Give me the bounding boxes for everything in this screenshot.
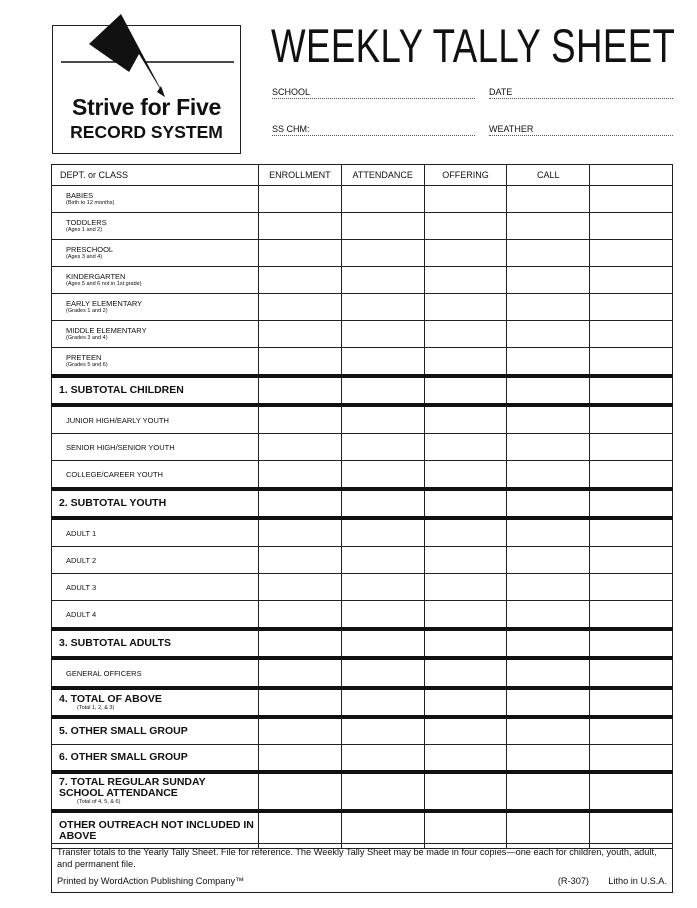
entry-cell[interactable]: [590, 547, 673, 574]
entry-cell[interactable]: [424, 434, 507, 461]
entry-cell[interactable]: [424, 321, 507, 348]
entry-cell[interactable]: [259, 772, 342, 811]
entry-cell[interactable]: [507, 658, 590, 688]
entry-cell[interactable]: [424, 629, 507, 658]
entry-cell[interactable]: [341, 405, 424, 434]
entry-cell[interactable]: [341, 489, 424, 518]
row-label: [52, 405, 259, 434]
entry-cell[interactable]: [507, 294, 590, 321]
entry-cell[interactable]: [341, 574, 424, 601]
entry-cell[interactable]: [259, 489, 342, 518]
table-row: [52, 745, 673, 773]
row-label-text: 6. OTHER SMALL GROUP: [59, 751, 188, 763]
entry-cell[interactable]: [341, 376, 424, 405]
entry-cell[interactable]: [341, 547, 424, 574]
entry-cell[interactable]: [341, 518, 424, 547]
entry-cell[interactable]: [341, 658, 424, 688]
table-row: [52, 518, 673, 547]
entry-cell[interactable]: [590, 717, 673, 745]
entry-cell[interactable]: [424, 376, 507, 405]
entry-cell[interactable]: [590, 658, 673, 688]
entry-cell[interactable]: [424, 688, 507, 717]
tally-table: [51, 164, 673, 849]
table-row: [52, 376, 673, 405]
entry-cell[interactable]: [341, 745, 424, 773]
entry-cell[interactable]: [590, 745, 673, 773]
entry-cell[interactable]: [507, 405, 590, 434]
entry-cell[interactable]: [341, 717, 424, 745]
entry-cell[interactable]: [424, 518, 507, 547]
entry-cell[interactable]: [341, 267, 424, 294]
entry-cell[interactable]: [507, 240, 590, 267]
row-label: [52, 717, 259, 745]
entry-cell[interactable]: [507, 434, 590, 461]
row-label-text: ADULT 3: [66, 582, 97, 592]
table-row: [52, 574, 673, 601]
entry-cell[interactable]: [341, 629, 424, 658]
entry-cell[interactable]: [590, 213, 673, 240]
entry-cell[interactable]: [507, 772, 590, 811]
row-label: [52, 658, 259, 688]
entry-cell[interactable]: [259, 601, 342, 630]
entry-cell[interactable]: [507, 518, 590, 547]
row-label: [52, 267, 259, 294]
entry-cell[interactable]: [507, 321, 590, 348]
row-label-text: ADULT 4: [66, 609, 97, 619]
entry-cell[interactable]: [424, 294, 507, 321]
entry-cell[interactable]: [259, 518, 342, 547]
row-sublabel: (Grades 5 and 6): [66, 362, 108, 368]
entry-cell[interactable]: [259, 745, 342, 773]
row-label-text: 5. OTHER SMALL GROUP: [59, 725, 188, 737]
entry-cell[interactable]: [341, 461, 424, 490]
entry-cell[interactable]: [341, 294, 424, 321]
row-sublabel: (Birth to 12 months): [66, 200, 115, 206]
footer-note: Transfer totals to the Yearly Tally Sheet. File for reference. The Weekly Tally Sheet may be made in four copies—one each for children, youth, adult, and permanent file.: [57, 847, 657, 869]
row-sublabel: (Ages 5 and 6 not in 1st grade): [66, 281, 142, 287]
entry-cell[interactable]: [507, 186, 590, 213]
row-sublabel: (Grades 3 and 4): [66, 335, 108, 341]
entry-cell[interactable]: [259, 658, 342, 688]
table-row: [52, 186, 673, 213]
entry-cell[interactable]: [424, 601, 507, 630]
entry-cell[interactable]: [590, 405, 673, 434]
row-label: [52, 348, 259, 377]
entry-cell[interactable]: [507, 461, 590, 490]
column-header: ATTENDANCE: [341, 165, 424, 186]
entry-cell[interactable]: [259, 574, 342, 601]
row-label-text: BABIES: [66, 191, 94, 200]
weather-label: WEATHER: [489, 124, 534, 134]
entry-cell[interactable]: [590, 294, 673, 321]
entry-cell[interactable]: [507, 629, 590, 658]
row-label-text: 2. SUBTOTAL YOUTH: [59, 497, 167, 509]
row-label: [52, 434, 259, 461]
row-sublabel: (Ages 1 and 2): [66, 227, 103, 233]
table-row: [52, 717, 673, 745]
entry-cell[interactable]: [590, 772, 673, 811]
row-label: [52, 629, 259, 658]
entry-cell[interactable]: [259, 405, 342, 434]
row-label: [52, 461, 259, 490]
row-label: [52, 186, 259, 213]
table-row: [52, 348, 673, 377]
table-row: [52, 489, 673, 518]
row-label-text: ADULT 2: [66, 555, 97, 565]
table-row: [52, 267, 673, 294]
logo: [52, 25, 241, 154]
entry-cell[interactable]: [507, 267, 590, 294]
entry-cell[interactable]: [507, 348, 590, 377]
row-label-text: ADULT 1: [66, 528, 97, 538]
logo-line1: Strive for Five: [72, 94, 221, 120]
row-sublabel: (Total of 4, 5, & 6): [77, 799, 121, 805]
row-label-text: SENIOR HIGH/SENIOR YOUTH: [66, 442, 175, 452]
table-header: [52, 165, 673, 186]
entry-cell[interactable]: [341, 434, 424, 461]
entry-cell[interactable]: [590, 240, 673, 267]
row-label-text: PRESCHOOL: [66, 245, 114, 254]
row-label: [52, 745, 259, 773]
entry-cell[interactable]: [259, 688, 342, 717]
entry-cell[interactable]: [507, 489, 590, 518]
row-sublabel: (Total 1, 2, & 3): [77, 704, 115, 711]
entry-cell[interactable]: [507, 547, 590, 574]
entry-cell[interactable]: [341, 601, 424, 630]
entry-cell[interactable]: [424, 213, 507, 240]
entry-cell[interactable]: [259, 717, 342, 745]
entry-cell[interactable]: [424, 574, 507, 601]
column-header: [590, 165, 673, 186]
column-header: CALL: [507, 165, 590, 186]
row-label: [52, 489, 259, 518]
column-header: OFFERING: [424, 165, 507, 186]
entry-cell[interactable]: [590, 321, 673, 348]
footer: [51, 843, 673, 893]
table-row: [52, 405, 673, 434]
school-label: SCHOOL: [272, 87, 311, 97]
entry-cell[interactable]: [590, 376, 673, 405]
entry-cell[interactable]: [507, 745, 590, 773]
entry-cell[interactable]: [259, 213, 342, 240]
table-row: [52, 601, 673, 630]
table-row: [52, 772, 673, 811]
logo-line2: RECORD SYSTEM: [70, 122, 223, 142]
entry-cell[interactable]: [590, 186, 673, 213]
table-row: [52, 629, 673, 658]
entry-cell[interactable]: [341, 240, 424, 267]
entry-cell[interactable]: [259, 629, 342, 658]
table-row: [52, 658, 673, 688]
page-title: WEEKLY TALLY SHEET: [271, 19, 676, 72]
row-label-text: 3. SUBTOTAL ADULTS: [59, 637, 172, 649]
table-row: [52, 547, 673, 574]
entry-cell[interactable]: [507, 717, 590, 745]
entry-cell[interactable]: [259, 434, 342, 461]
row-label-text: COLLEGE/CAREER YOUTH: [66, 469, 163, 479]
entry-cell[interactable]: [424, 772, 507, 811]
entry-cell[interactable]: [424, 240, 507, 267]
row-sublabel: (Grades 1 and 2): [66, 308, 108, 314]
table-row: [52, 321, 673, 348]
entry-cell[interactable]: [424, 658, 507, 688]
entry-cell[interactable]: [590, 574, 673, 601]
row-label-text: 7. TOTAL REGULAR SUNDAY SCHOOL ATTENDANCE: [59, 776, 224, 799]
row-label-text: EARLY ELEMENTARY: [66, 299, 143, 308]
entry-cell[interactable]: [507, 601, 590, 630]
entry-cell[interactable]: [424, 186, 507, 213]
row-label-text: TODDLERS: [66, 218, 107, 227]
entry-cell[interactable]: [424, 461, 507, 490]
entry-cell[interactable]: [507, 574, 590, 601]
ss-chm-field[interactable]: [272, 123, 475, 136]
entry-cell[interactable]: [341, 772, 424, 811]
entry-cell[interactable]: [424, 348, 507, 377]
row-label: [52, 240, 259, 267]
row-label-text: PRETEEN: [66, 353, 102, 362]
entry-cell[interactable]: [259, 294, 342, 321]
entry-cell[interactable]: [259, 267, 342, 294]
entry-cell[interactable]: [590, 601, 673, 630]
entry-cell[interactable]: [424, 547, 507, 574]
entry-cell[interactable]: [590, 489, 673, 518]
table-row: [52, 461, 673, 490]
row-label: [52, 574, 259, 601]
row-label: [52, 294, 259, 321]
ss-chm-label: SS CHM:: [272, 124, 310, 134]
school-field[interactable]: [272, 86, 475, 99]
row-label-text: 1. SUBTOTAL CHILDREN: [59, 384, 184, 396]
table-row: [52, 434, 673, 461]
row-label-text: JUNIOR HIGH/EARLY YOUTH: [66, 415, 169, 425]
row-label-text: MIDDLE ELEMENTARY: [66, 326, 147, 335]
column-header: DEPT. or CLASS: [52, 165, 259, 186]
date-label: DATE: [489, 87, 513, 97]
row-label: [52, 518, 259, 547]
row-label-text: KINDERGARTEN: [66, 272, 126, 281]
entry-cell[interactable]: [259, 376, 342, 405]
printer-credit: Printed by WordAction Publishing Company™: [57, 875, 245, 886]
row-label-text: OTHER OUTREACH NOT INCLUDED IN ABOVE: [59, 818, 254, 842]
entry-cell[interactable]: [424, 489, 507, 518]
row-label-text: 4. TOTAL OF ABOVE: [59, 692, 162, 705]
entry-cell[interactable]: [590, 348, 673, 377]
column-header: ENROLLMENT: [259, 165, 342, 186]
row-label-text: GENERAL OFFICERS: [66, 668, 142, 678]
entry-cell[interactable]: [259, 321, 342, 348]
entry-cell[interactable]: [341, 186, 424, 213]
entry-cell[interactable]: [259, 348, 342, 377]
row-label: [52, 321, 259, 348]
litho-note: Litho in U.S.A.: [608, 875, 667, 886]
table-row: [52, 688, 673, 717]
entry-cell[interactable]: [259, 547, 342, 574]
entry-cell[interactable]: [590, 461, 673, 490]
form-code: (R-307): [557, 875, 589, 886]
entry-cell[interactable]: [341, 688, 424, 717]
entry-cell[interactable]: [590, 518, 673, 547]
entry-cell[interactable]: [341, 213, 424, 240]
table-row: [52, 294, 673, 321]
entry-cell[interactable]: [259, 461, 342, 490]
entry-cell[interactable]: [424, 405, 507, 434]
row-label: [52, 601, 259, 630]
entry-cell[interactable]: [259, 240, 342, 267]
entry-cell[interactable]: [590, 434, 673, 461]
table-row: [52, 240, 673, 267]
row-label: [52, 376, 259, 405]
entry-cell[interactable]: [507, 213, 590, 240]
row-label: [52, 772, 259, 811]
row-label: [52, 688, 259, 717]
row-label: [52, 213, 259, 240]
entry-cell[interactable]: [507, 688, 590, 717]
row-label: [52, 547, 259, 574]
weather-field[interactable]: [489, 123, 673, 136]
entry-cell[interactable]: [507, 376, 590, 405]
table-row: [52, 213, 673, 240]
entry-cell[interactable]: [424, 717, 507, 745]
entry-cell[interactable]: [424, 267, 507, 294]
date-field[interactable]: [489, 86, 673, 99]
entry-cell[interactable]: [259, 186, 342, 213]
entry-cell[interactable]: [341, 348, 424, 377]
entry-cell[interactable]: [590, 688, 673, 717]
entry-cell[interactable]: [341, 321, 424, 348]
row-sublabel: (Ages 3 and 4): [66, 254, 103, 260]
entry-cell[interactable]: [424, 745, 507, 773]
entry-cell[interactable]: [590, 267, 673, 294]
entry-cell[interactable]: [590, 629, 673, 658]
